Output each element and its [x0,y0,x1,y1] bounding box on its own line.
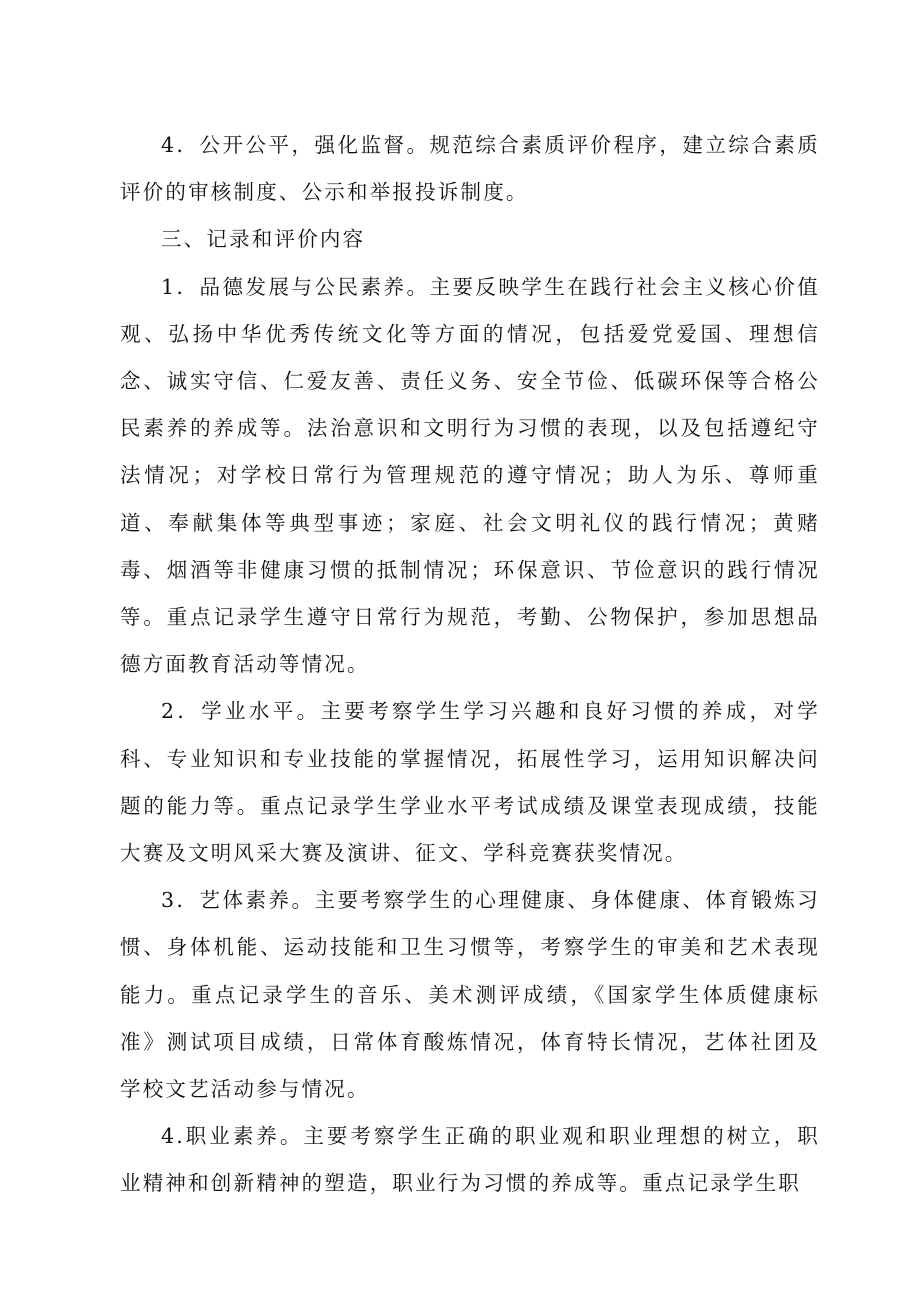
paragraph-moral-civic: 1．品德发展与公民素养。主要反映学生在践行社会主义核心价值观、弘扬中华优秀传统文化等方面的情况，包括爱党爱国、理想信念、诚实守信、仁爱友善、责任义务、安全节俭、低碳环保等合格公民素养的养成等。法治意识和文明行为习惯的表现，以及包括遵纪守法情况；对学校日常行为管理规范的遵守情况；助人为乐、尊师重道、奉献集体等典型事迹；家庭、社会文明礼仪的践行情况；黄赌毒、烟酒等非健康习惯的抵制情况；环保意识、节俭意识的践行情况等。重点记录学生遵守日常行为规范，考勤、公物保护，参加思想品德方面教育活动等情况。 [120,274,820,677]
paragraph-vocational: 4.职业素养。主要考察学生正确的职业观和职业理想的树立，职业精神和创新精神的塑造，职业行为习惯的养成等。重点记录学生职 [120,1124,820,1196]
document-body [120,122,820,1208]
section-heading-record-evaluation: 三、记录和评价内容 [161,227,366,252]
paragraph-public-fair: 4．公开公平，强化监督。规范综合素质评价程序，建立综合素质评价的审核制度、公示和举报投诉制度。 [120,133,820,205]
paragraph-arts-sports: 3．艺体素养。主要考察学生的心理健康、身体健康、体育锻炼习惯、身体机能、运动技能和卫生习惯等，考察学生的审美和艺术表现能力。重点记录学生的音乐、美术测评成绩，《国家学生体质健康标准》测试项目成绩，日常体育酸炼情况，体育特长情况，艺体社团及学校文艺活动参与情况。 [120,888,820,1102]
paragraph-academic-level: 2．学业水平。主要考察学生学习兴趣和良好习惯的养成，对学科、专业知识和专业技能的掌握情况，拓展性学习，运用知识解决问题的能力等。重点记录学生学业水平考试成绩及课堂表现成绩，技能大赛及文明风采大赛及演讲、征文、学科竞赛获奖情况。 [120,699,820,866]
